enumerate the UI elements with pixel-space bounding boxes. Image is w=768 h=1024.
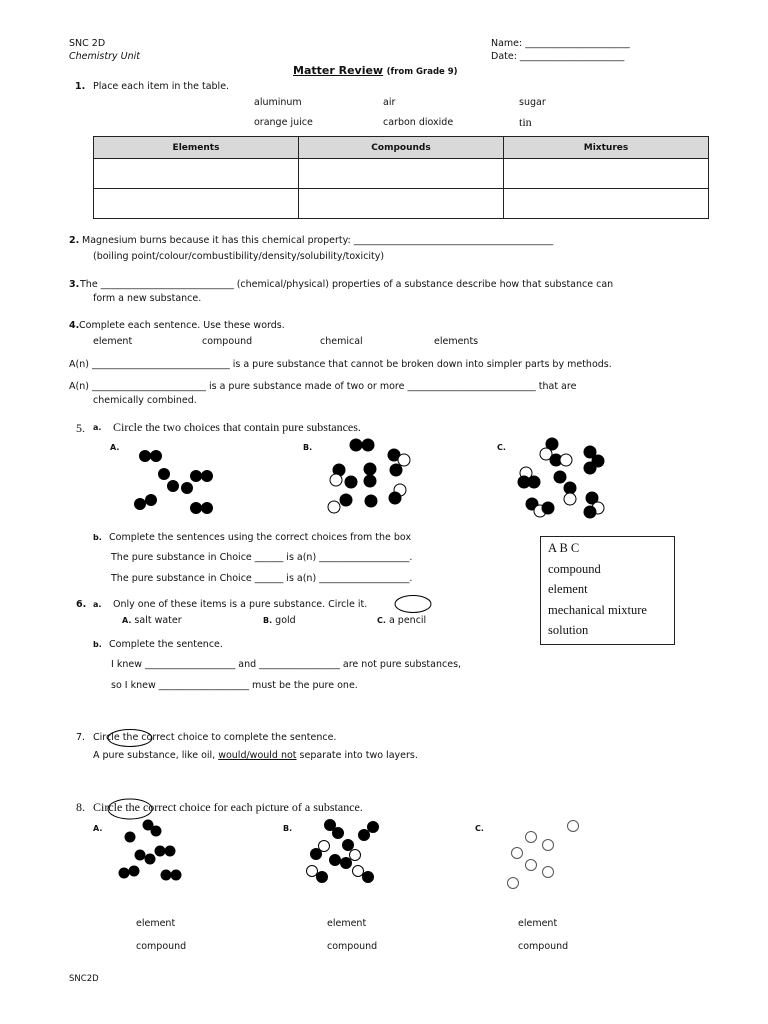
q5-picture-c[interactable] xyxy=(510,434,610,520)
q4-sentence2-cont: chemically combined. xyxy=(93,395,197,406)
q6-part-b: b. xyxy=(93,640,102,649)
column-header: Mixtures xyxy=(504,137,709,159)
q6-option-a[interactable] xyxy=(122,615,182,626)
q4-word: elements xyxy=(434,336,479,347)
q6-part-a: a. xyxy=(93,600,102,609)
date-line: Date: ______________________ xyxy=(491,51,625,62)
q5-choice-label: B. xyxy=(303,443,313,452)
sorting-table xyxy=(93,136,709,219)
title-text: Matter Review xyxy=(293,64,384,77)
q8-choice-label: B. xyxy=(283,824,293,833)
word-box-item: element xyxy=(548,582,588,596)
q6-line2: so I knew ___________________ must be the pure one. xyxy=(111,680,358,691)
column-header: Elements xyxy=(94,137,299,159)
q1-item: air xyxy=(383,97,396,108)
q8c-option-element[interactable]: element xyxy=(518,918,558,929)
q8b-option-element[interactable]: element xyxy=(327,918,367,929)
unit-name: Chemistry Unit xyxy=(69,51,140,62)
word-box-item: A B C xyxy=(548,541,580,555)
q2-options: (boiling point/colour/combustibility/density/solubility/toxicity) xyxy=(93,251,385,262)
word-box xyxy=(540,536,675,645)
word-box-item: mechanical mixture xyxy=(548,603,647,617)
q1-item: sugar xyxy=(519,97,546,108)
q4-word: compound xyxy=(202,336,253,347)
table-cell[interactable] xyxy=(299,189,504,219)
q8-picture-a[interactable] xyxy=(110,815,190,885)
q6-number: 6. xyxy=(76,599,87,610)
table-cell[interactable] xyxy=(299,159,504,189)
option-letter: A. xyxy=(122,616,132,625)
q6-line1: I knew ___________________ and _________________ are not pure substances, xyxy=(111,659,462,670)
course-code: SNC 2D xyxy=(69,38,106,49)
q2-number: 2. xyxy=(69,235,80,246)
q3-line1: The ____________________________ (chemical/physical) properties of a substance describe how that substance can xyxy=(80,279,614,290)
q8-picture-c[interactable] xyxy=(495,815,590,895)
option-text: salt water xyxy=(134,615,182,626)
q5-sentence1: The pure substance in Choice ______ is a(n) ___________________. xyxy=(111,552,413,563)
q5-picture-a[interactable] xyxy=(125,440,225,520)
q6-option-c[interactable] xyxy=(377,615,426,626)
q1-item: carbon dioxide xyxy=(383,117,454,128)
q8b-option-compound[interactable]: compound xyxy=(327,941,378,952)
title-suffix: (from Grade 9) xyxy=(386,67,458,77)
q5-choice-label: C. xyxy=(497,443,506,452)
q1-prompt: Place each item in the table. xyxy=(93,81,230,92)
name-line: Name: ______________________ xyxy=(491,38,630,49)
column-header: Compounds xyxy=(299,137,504,159)
q5-picture-b[interactable] xyxy=(320,435,420,517)
q3-number: 3. xyxy=(69,279,80,290)
q7-sentence-end: separate into two layers. xyxy=(296,750,418,761)
table-cell[interactable] xyxy=(94,189,299,219)
q4-number: 4. xyxy=(69,320,80,331)
q8-choice-label: C. xyxy=(475,824,484,833)
word-box-item: solution xyxy=(548,623,589,637)
option-letter: C. xyxy=(377,616,386,625)
q3-line2: form a new substance. xyxy=(93,293,202,304)
q8-choice-label: A. xyxy=(93,824,103,833)
q5-part-b: b. xyxy=(93,533,102,542)
q8a-option-element[interactable]: element xyxy=(136,918,176,929)
q8a-option-compound[interactable]: compound xyxy=(136,941,187,952)
q7-number: 7. xyxy=(76,732,86,743)
q7-sentence-start: A pure substance, like oil, xyxy=(93,750,219,761)
q4-sentence1: A(n) _____________________________ is a pure substance that cannot be broken down into simpler parts by methods. xyxy=(69,359,612,370)
option-text: a pencil xyxy=(388,615,427,626)
q6-prompt: Only one of these items is a pure substance. Circle it. xyxy=(113,599,368,610)
q4-word: chemical xyxy=(320,336,363,347)
q5-prompt: Circle the two choices that contain pure substances. xyxy=(113,420,361,434)
q7-choice[interactable]: would/would not xyxy=(218,750,297,761)
q8-prompt: Circle the correct choice for each picture of a substance. xyxy=(93,800,363,814)
q4-sentence2: A(n) ________________________ is a pure substance made of two or more ___________________________ that are xyxy=(69,381,577,392)
table-cell[interactable] xyxy=(94,159,299,189)
q6-option-b[interactable] xyxy=(263,615,296,626)
circle-mark-icon xyxy=(106,728,154,748)
q1-item: orange juice xyxy=(254,117,313,128)
table-cell[interactable] xyxy=(504,159,709,189)
circle-mark-icon xyxy=(393,594,433,614)
q5-sentence2: The pure substance in Choice ______ is a(n) ___________________. xyxy=(111,573,413,584)
q7-prompt: Circle the correct choice to complete the sentence. xyxy=(93,732,337,743)
q4-word: element xyxy=(93,336,133,347)
option-letter: B. xyxy=(263,616,273,625)
q8-number: 8. xyxy=(76,800,85,814)
table-cell[interactable] xyxy=(504,189,709,219)
q2-text: Magnesium burns because it has this chemical property: __________________________________________ xyxy=(82,235,554,246)
option-text: gold xyxy=(275,615,296,626)
q1-item: tin xyxy=(519,115,532,129)
q1-number: 1. xyxy=(75,81,86,92)
q7-sentence xyxy=(93,750,418,761)
word-box-item: compound xyxy=(548,562,601,576)
q1-item: aluminum xyxy=(254,97,302,108)
q5-part-b-prompt: Complete the sentences using the correct choices from the box xyxy=(109,532,412,543)
q6-part-b-prompt: Complete the sentence. xyxy=(109,639,223,650)
q5-choice-label: A. xyxy=(110,443,120,452)
q4-prompt: Complete each sentence. Use these words. xyxy=(79,320,285,331)
footer-code: SNC2D xyxy=(69,974,99,984)
page-title xyxy=(293,64,458,77)
q5-number: 5. xyxy=(76,421,85,435)
q8-picture-b[interactable] xyxy=(300,815,390,890)
q8c-option-compound[interactable]: compound xyxy=(518,941,569,952)
q5-part-a: a. xyxy=(93,423,102,432)
